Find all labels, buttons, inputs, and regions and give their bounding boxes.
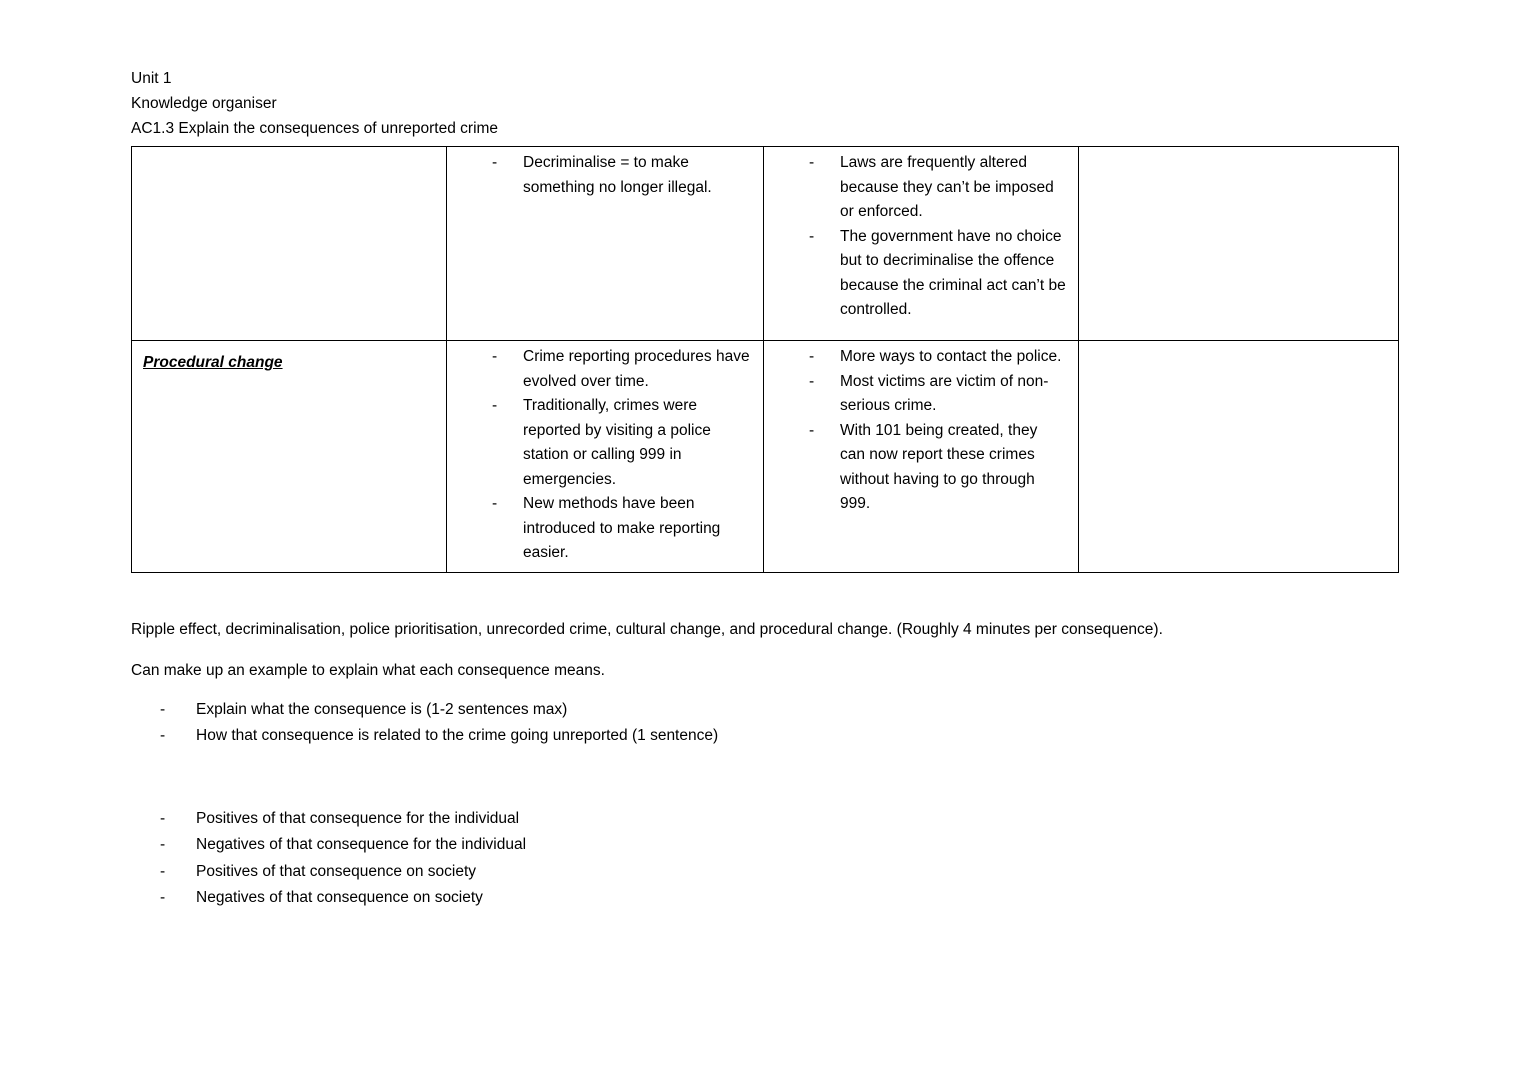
knowledge-organiser-table	[131, 146, 1399, 573]
cell-definition	[447, 341, 764, 573]
instruction-list	[131, 697, 1399, 750]
list-item: - New methods have been introduced to make reporting easier.	[447, 492, 757, 566]
doc-title-ac13: AC1.3 Explain the consequences of unreported crime	[131, 120, 499, 137]
table-row-decriminalisation	[132, 147, 1399, 341]
list-item: - With 101 being created, they can now report these crimes without having to go through 999.	[764, 419, 1072, 517]
doc-title-knowledge-organiser: Knowledge organiser	[131, 95, 277, 112]
list-item: - Traditionally, crimes were reported by visiting a police station or calling 999 in emergencies.	[447, 394, 757, 492]
list-item: - Laws are frequently altered because they can’t be imposed or enforced.	[764, 151, 1072, 225]
list-item: - The government have no choice but to decriminalise the offence because the criminal act can’t be controlled.	[764, 225, 1072, 323]
list-item: - Decriminalise = to make something no longer illegal.	[447, 151, 757, 200]
doc-title-unit: Unit 1	[131, 70, 172, 87]
list-item: - Crime reporting procedures have evolved over time.	[447, 345, 757, 394]
cell-explanation	[764, 341, 1079, 573]
list-item: - More ways to contact the police.	[764, 345, 1072, 370]
cell-extra-empty	[1079, 147, 1399, 341]
list-item: - Negatives of that consequence for the individual	[131, 832, 1399, 859]
list-item: - How that consequence is related to the crime going unreported (1 sentence)	[131, 723, 1399, 750]
table-row-procedural-change	[132, 341, 1399, 573]
list-item: - Positives of that consequence on society	[131, 859, 1399, 886]
example-paragraph: Can make up an example to explain what each consequence means.	[131, 661, 605, 679]
list-item: - Negatives of that consequence on society	[131, 885, 1399, 912]
pros-cons-list	[131, 806, 1399, 912]
list-item: - Most victims are victim of non-serious crime.	[764, 370, 1072, 419]
list-item: - Explain what the consequence is (1-2 sentences max)	[131, 697, 1399, 724]
cell-consequence-label-empty	[132, 147, 447, 341]
list-item: - Positives of that consequence for the individual	[131, 806, 1399, 833]
keywords-paragraph: Ripple effect, decriminalisation, police prioritisation, unrecorded crime, cultural change, and procedural change. (Roughly 4 minutes per consequence).	[131, 620, 1163, 638]
cell-extra-empty	[1079, 341, 1399, 573]
cell-consequence-label	[132, 341, 447, 573]
cell-definition	[447, 147, 764, 341]
cell-explanation	[764, 147, 1079, 341]
consequence-label-text: Procedural change	[143, 354, 283, 371]
